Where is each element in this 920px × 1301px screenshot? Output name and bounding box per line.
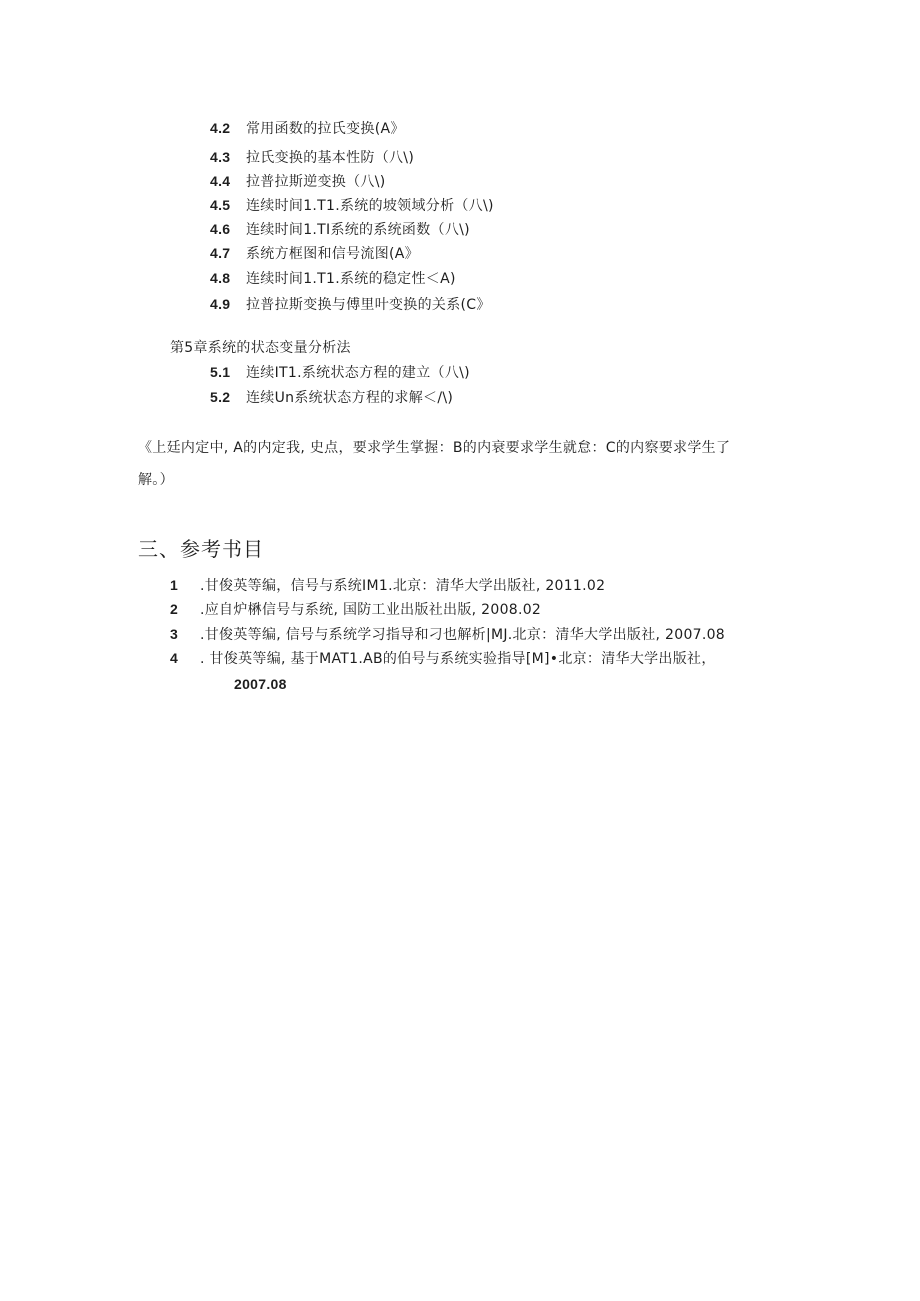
- section-number: 4.3: [210, 149, 231, 165]
- section-4-6: [210, 219, 470, 240]
- section-number: 4.4: [210, 173, 231, 189]
- reference-item-4: [170, 648, 716, 669]
- requirement-note-line-1: 《上廷内定中, A的内定我, 史点，要求学生掌握：B的内衰要求学生就怠：C的内察要求学生了: [138, 440, 731, 456]
- section-number: 4.9: [210, 296, 231, 312]
- section-4-2: [210, 118, 405, 139]
- requirement-note-line-2: 解。）: [138, 472, 174, 488]
- reference-text: .应自炉楙信号与系统, 国防工业出版社出版, 2008.02: [200, 602, 542, 618]
- section-title: 拉普拉斯逆变换（八\): [246, 174, 386, 190]
- section-number: 4.7: [210, 245, 231, 261]
- section-5-2: [210, 387, 453, 408]
- reference-item-1: [170, 575, 605, 596]
- chapter-5-title: 第5章系统的状态变量分析法: [170, 340, 351, 356]
- section-number: 4.2: [210, 120, 231, 136]
- section-title: 连续Un系统状态方程的求解＜/\): [246, 390, 454, 406]
- section-number: 4.6: [210, 221, 231, 237]
- reference-item-2: [170, 599, 541, 620]
- section-number: 5.1: [210, 364, 231, 380]
- reference-text: .甘俊英等编，信号与系统IM1.北京：清华大学出版社, 2011.02: [200, 578, 606, 594]
- reference-text: . 甘俊英等编, 基于MAT1.AB的伯号与系统实验指导[M]•北京：清华大学出版社，: [200, 651, 716, 667]
- section-number: 5.2: [210, 389, 231, 405]
- section-4-9: [210, 294, 491, 315]
- section-4-4: [210, 171, 385, 192]
- section-title: 拉普拉斯变换与傅里叶变换的关系(C》: [246, 297, 491, 313]
- section-title: 连续时间1.T1.系统的稳定性＜A): [246, 271, 456, 287]
- reference-number: 2: [170, 601, 179, 617]
- section-4-3: [210, 147, 414, 168]
- reference-item-3: [170, 624, 725, 645]
- references-heading: 三、参考书目: [138, 537, 264, 561]
- section-title: 拉氏变换的基本性防（八\): [246, 150, 415, 166]
- section-number: 4.5: [210, 197, 231, 213]
- section-title: 常用函数的拉氏变换(A》: [246, 121, 405, 137]
- section-number: 4.8: [210, 270, 231, 286]
- section-title: 系统方框图和信号流图(A》: [246, 246, 419, 262]
- reference-number: 1: [170, 577, 179, 593]
- reference-text: .甘俊英等编, 信号与系统学习指导和刁也解析|MJ.北京：清华大学出版社, 2007.08: [200, 627, 726, 643]
- section-title: 连续时间1.T1.系统的坡领域分析（八\): [246, 198, 494, 214]
- reference-number: 3: [170, 626, 179, 642]
- section-title: 连续时间1.TI系统的系统函数（八\): [246, 222, 470, 238]
- reference-item-4-continuation: 2007.08: [234, 676, 287, 692]
- reference-number: 4: [170, 650, 179, 666]
- section-4-7: [210, 243, 419, 264]
- section-4-5: [210, 195, 494, 216]
- section-title: 连续IT1.系统状态方程的建立（八\): [246, 365, 470, 381]
- section-4-8: [210, 268, 456, 289]
- section-5-1: [210, 362, 470, 383]
